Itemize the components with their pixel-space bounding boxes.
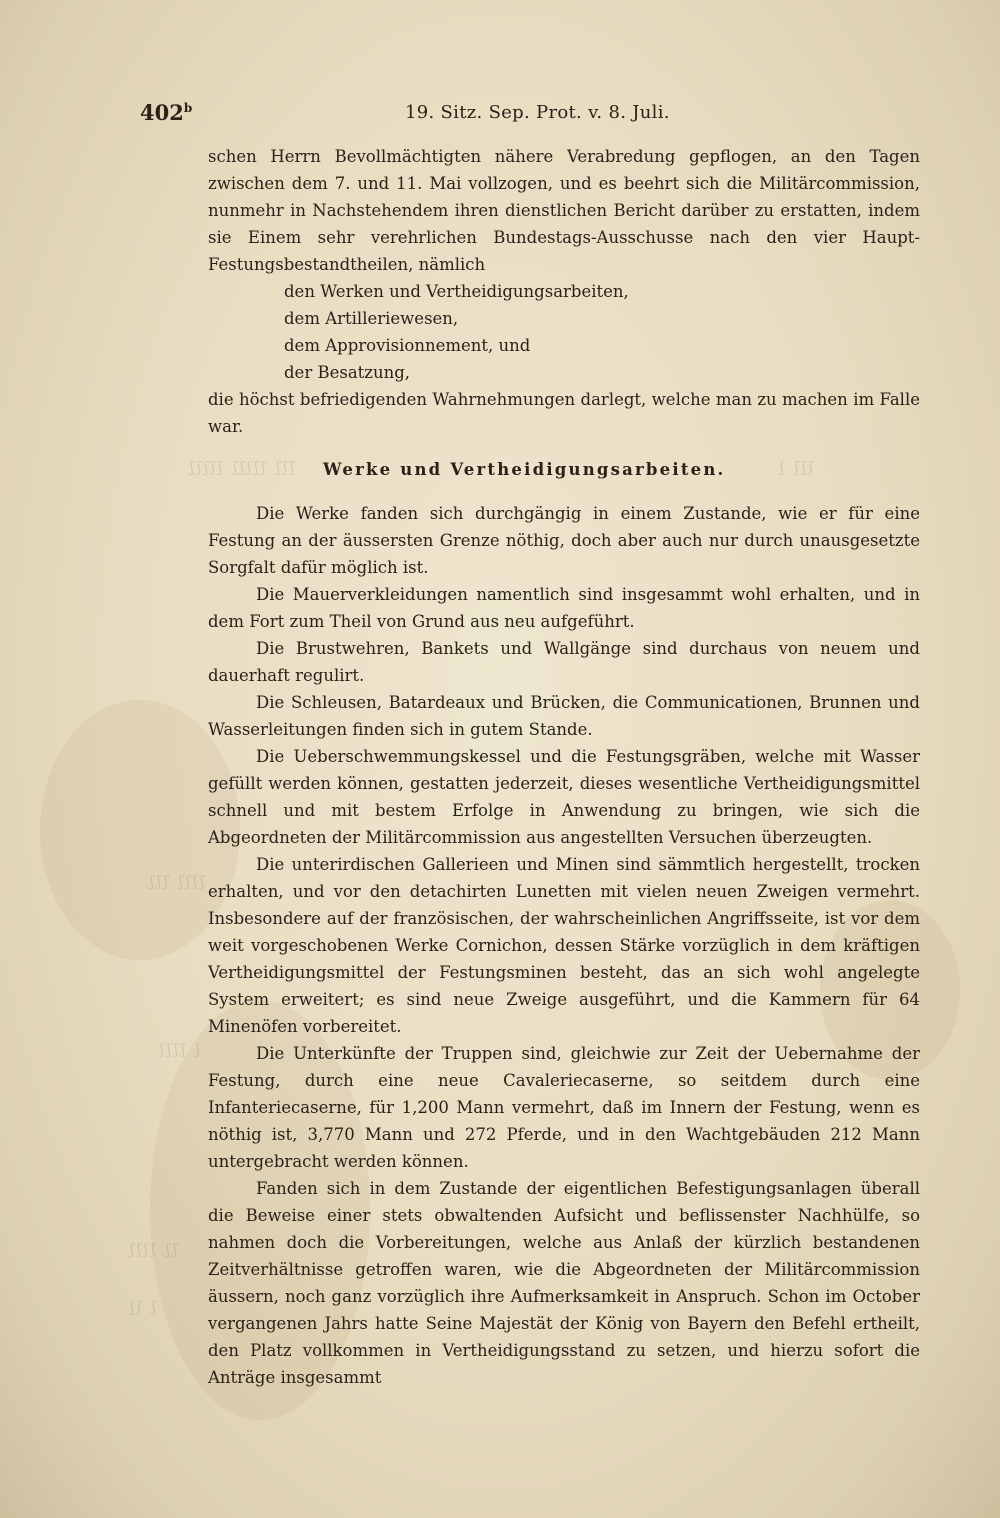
section-heading: Werke und Vertheidigungsarbeiten. (323, 460, 726, 479)
bleed-through-mark: ʃʃʃ ʃʃʃʃ (150, 872, 208, 890)
running-head: 19. Sitz. Sep. Prot. v. 8. Juli. (405, 102, 670, 123)
paragraph: Die Brustwehren, Bankets und Wallgänge sind durchaus von neuem und dauerhaft regulirt. (208, 639, 920, 685)
bleed-through-mark: ʃʃ ʃ (130, 1298, 159, 1316)
paragraph: Die unterirdischen Gallerieen und Minen sind sämmtlich hergestellt, trocken erhalten, und vor den detachirten Lunetten mit vielen neuen Zweigen vermehrt. Insbesondere auf der französischen, der wahrscheinlichen Angriffsseite, ist vor dem weit vorgeschobenen Werke Cornichon, dessen Stärke vorzüglich in dem kräftigen Vertheidigungsmittel der Festungsminen besteht, das an sich wohl angelegte System erweitert; es sind neue Zweige ausgeführt, und die Kammern für 64 Minenöfen vorbereitet. (208, 855, 920, 1036)
paragraph: Fanden sich in dem Zustande der eigentlichen Befestigungsanlagen überall die Beweise einer stets obwaltenden Aufsicht und beflissenster Nachhülfe, so nahmen doch die Vorbereitungen, welche aus Anlaß der kürzlich bestandenen Zeitverhältnisse getroffen waren, wie die Abgeordneten der Militärcommission äussern, noch ganz vorzüglich ihre Aufmerksamkeit in Anspruch. Schon im October vergangenen Jahrs hatte Seine Majestät der König von Bayern den Befehl ertheilt, den Platz vollkommen in Vertheidigungsstand zu setzen, und hierzu sofort die Anträge insgesammt (208, 1179, 920, 1387)
bleed-through-mark: ʃʃʃʃ ʃ (160, 1040, 204, 1058)
paragraph: Die Unterkünfte der Truppen sind, gleichwie zur Zeit der Uebernahme der Festung, durch eine neue Cavaleriecaserne, so seitdem durch eine Infanteriecaserne, für 1,200 Mann vermehrt, daß im Innern der Festung, wenn es nöthig ist, 3,770 Mann und 272 Pferde, und in den Wachtgebäuden 212 Mann untergebracht werden können. (208, 1044, 920, 1171)
list-item: dem Artilleriewesen, (284, 309, 459, 328)
paragraph: Die Mauerverkleidungen namentlich sind insgesammt wohl erhalten, und in dem Fort zum Theil von Grund aus neu aufgeführt. (208, 585, 920, 631)
paragraph: Die Ueberschwemmungskessel und die Festungsgräben, welche mit Wasser gefüllt werden können, gestatten jederzeit, dieses wesentliche Vertheidigungsmittel schnell und mit bestem Erfolge in Anwendung zu bringen, wie sich die Abgeordneten der Militärcommission aus angestellten Versuchen überzeugten. (208, 747, 920, 847)
body-text (208, 143, 920, 1391)
page-number (140, 100, 192, 125)
page-number-suffix: b (183, 101, 193, 115)
bleed-through-mark: ʃʃʃʃ ʃʃ (130, 1240, 181, 1258)
intro-conclusion: die höchst befriedigenden Wahrnehmungen darlegt, welche man zu machen im Falle war. (208, 390, 920, 436)
bleed-through-mark: ʃ ʃʃʃ (780, 458, 817, 476)
intro-paragraph: schen Herrn Bevollmächtigten nähere Verabredung gepflogen, an den Tagen zwischen dem 7. und 11. Mai vollzogen, und es beehrt sich die Militärcommission, nunmehr in Nachstehendem ihren dienstlichen Bericht darüber zu erstatten, indem sie Einem sehr verehrlichen Bundestags-Ausschusse nach den vier Haupt-Festungsbestandtheilen, nämlich (208, 147, 920, 274)
list-item: dem Approvisionnement, und (284, 336, 531, 355)
paragraph: Die Werke fanden sich durchgängig in einem Zustande, wie er für eine Festung an der äussersten Grenze nöthig, doch aber auch nur durch unausgesetzte Sorgfalt dafür möglich ist. (208, 504, 920, 577)
paragraph: Die Schleusen, Batardeaux und Brücken, die Communicationen, Brunnen und Wasserleitungen finden sich in gutem Stande. (208, 693, 920, 739)
bleed-through-mark: ʃʃʃʃʃ ʃʃʃʃʃ ʃʃʃ (190, 458, 298, 476)
list-item: den Werken und Vertheidigungsarbeiten, (284, 282, 629, 301)
page-number-value: 402 (140, 100, 184, 125)
list-item: der Besatzung, (284, 363, 411, 382)
page-header (140, 100, 960, 130)
